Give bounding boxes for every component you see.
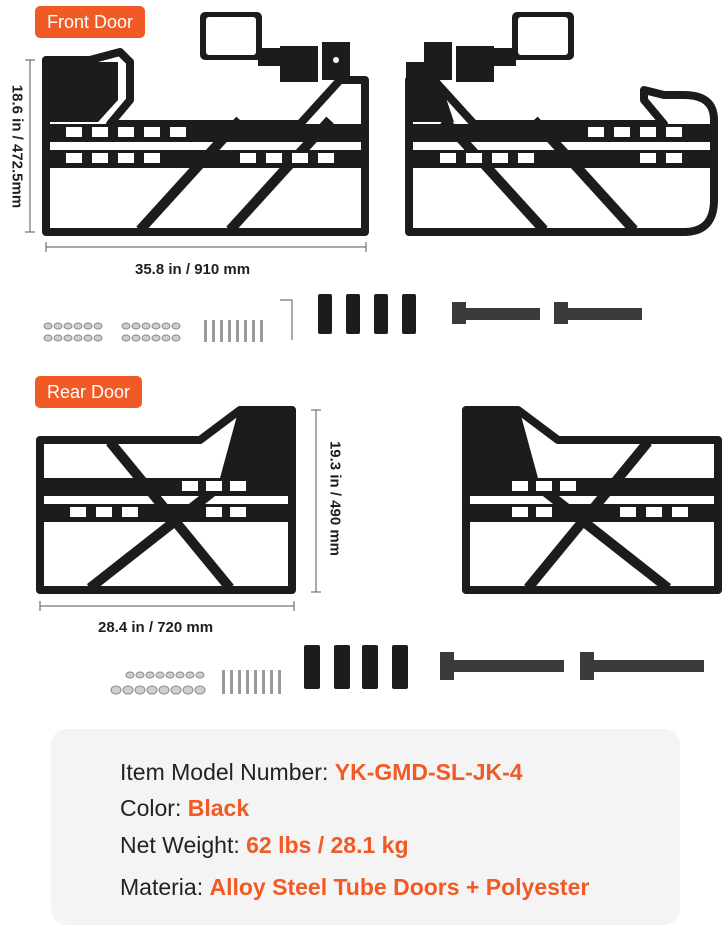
front-door-left-image <box>46 12 365 232</box>
front-width-dimension: 35.8 in / 910 mm <box>135 261 251 278</box>
front-hardware-image <box>44 294 642 342</box>
spec-color-value: Black <box>187 795 250 821</box>
spec-weight-value: 62 lbs / 28.1 kg <box>246 832 409 858</box>
front-door-badge: Front Door <box>35 6 145 38</box>
rear-height-dimension: 19.3 in / 490 mm <box>326 440 344 557</box>
front-door-right-image <box>406 12 714 232</box>
spec-model-label: Item Model Number: <box>120 759 335 785</box>
rear-door-badge: Rear Door <box>35 376 142 408</box>
rear-hardware-image <box>111 645 704 694</box>
spec-color-label: Color: <box>120 795 188 821</box>
rear-door-left-image <box>36 410 292 590</box>
spec-material <box>120 874 589 901</box>
spec-color <box>120 795 249 822</box>
spec-model <box>120 759 523 786</box>
spec-material-value: Alloy Steel Tube Doors + Polyester <box>209 874 590 900</box>
spec-model-value: YK-GMD-SL-JK-4 <box>334 759 523 785</box>
rear-width-dimension: 28.4 in / 720 mm <box>98 619 214 636</box>
front-height-dimension: 18.6 in / 472.5mm <box>8 84 26 209</box>
spec-material-label: Materia: <box>120 874 210 900</box>
spec-weight-label: Net Weight: <box>120 832 247 858</box>
rear-door-right-image <box>466 410 718 590</box>
spec-weight <box>120 832 409 859</box>
